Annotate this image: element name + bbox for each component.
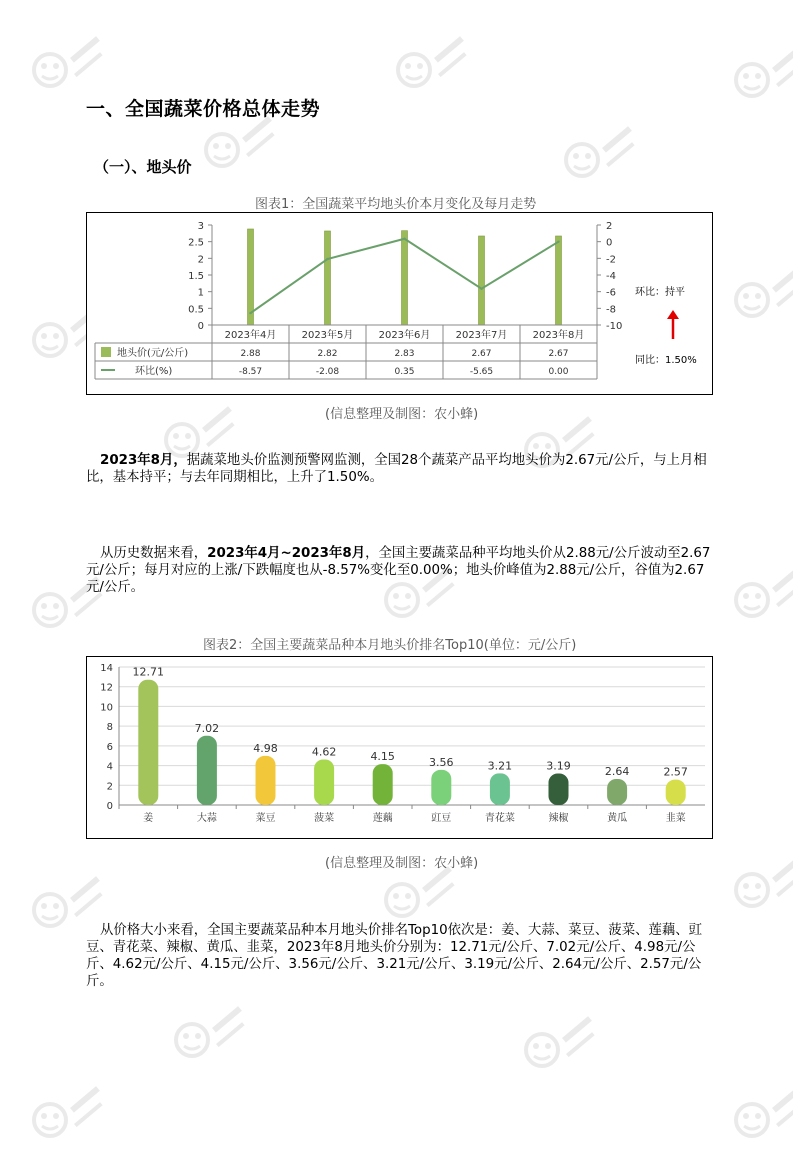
y2-tick-label: -4 xyxy=(606,271,616,282)
table-cell-price: 2.88 xyxy=(240,349,261,359)
table-cell-price: 2.82 xyxy=(317,349,338,359)
bar-value-label: 3.19 xyxy=(546,759,571,773)
y-tick-label: 6 xyxy=(106,741,113,753)
x-category-label: 黄瓜 xyxy=(607,813,628,824)
y-tick-label: 4 xyxy=(106,761,113,773)
watermark-logo xyxy=(730,1080,793,1160)
y2-tick-label: -10 xyxy=(606,321,623,332)
paragraph-1 xyxy=(86,452,711,486)
legend-key-bar xyxy=(101,347,111,357)
table-cell-price: 2.83 xyxy=(394,349,415,359)
bar xyxy=(479,236,485,325)
bar xyxy=(666,780,686,805)
watermark-logo xyxy=(28,1080,108,1160)
bar-value-label: 4.98 xyxy=(253,741,278,755)
y2-tick-label: -6 xyxy=(606,287,616,299)
x-category-label: 莲藕 xyxy=(372,813,393,824)
table-cell-price: 2.67 xyxy=(548,349,569,359)
bar xyxy=(325,231,331,325)
x-category-label: 2023年6月 xyxy=(378,330,431,341)
x-category-label: 菠菜 xyxy=(314,813,335,824)
y-tick-label: 1 xyxy=(197,287,204,299)
watermark-logo xyxy=(170,1000,250,1080)
y-tick-label: 2.5 xyxy=(188,237,204,249)
x-category-label: 韭菜 xyxy=(665,813,686,824)
bar xyxy=(373,764,393,805)
bar-value-label: 4.15 xyxy=(370,750,395,764)
y2-tick-label: -8 xyxy=(606,304,616,316)
side-yoy-label: 同比：1.50% xyxy=(635,355,697,366)
bar-value-label: 7.02 xyxy=(194,721,220,735)
line-point xyxy=(557,240,559,242)
bar-value-label: 3.21 xyxy=(487,759,513,773)
chart1-caption: 图表1：全国蔬菜平均地头价本月变化及每月走势 xyxy=(255,197,537,212)
watermark-logo xyxy=(730,260,793,340)
watermark-logo xyxy=(730,850,793,930)
paragraph-3: 从价格大小来看，全国主要蔬菜品种本月地头价排名Top10依次是：姜、大蒜、菜豆、菠菜、莲藕、豇豆、青花菜、辣椒、黄瓜、韭菜，2023年8月地头价分别为：12.71元/公斤、7.02元/公斤、4.98元/公斤、4.62元/公斤、4.15元/公斤、3.56元/公斤、3.21元/公斤、3.19元/公斤、2.64元/公斤、2.57元/公斤。 xyxy=(86,923,703,989)
table-cell-ratio: 0.00 xyxy=(548,367,569,377)
x-category-label: 2023年4月 xyxy=(224,330,277,341)
y-tick-label: 8 xyxy=(106,722,113,734)
y-tick-label: 3 xyxy=(197,221,204,232)
x-category-label: 2023年7月 xyxy=(455,330,508,341)
side-ring-label-text: 环比： xyxy=(635,287,665,298)
y-tick-label: 12 xyxy=(100,682,113,694)
y2-tick-label: -2 xyxy=(606,254,616,266)
chart2-source: (信息整理及制图：农小蜂) xyxy=(325,856,479,871)
y-tick-label: 10 xyxy=(100,702,113,714)
watermark-logo xyxy=(392,30,472,110)
watermark-logo xyxy=(520,1010,600,1090)
section-title: 一、全国蔬菜价格总体走势 xyxy=(86,98,321,120)
watermark-logo xyxy=(730,560,793,640)
watermark-logo xyxy=(730,40,793,120)
table-cell-ratio: -2.08 xyxy=(315,367,340,377)
paragraph-1-text: 据蔬菜地头价监测预警网监测，全国28个蔬菜产品平均地头价为2.67元/公斤，与上月相比，基本持平；与去年同期相比，上升了1.50%。 xyxy=(86,453,707,485)
bar xyxy=(607,779,627,805)
chart1-svg xyxy=(87,213,712,394)
table-cell-ratio: -8.57 xyxy=(238,367,263,377)
bar xyxy=(549,774,569,805)
table-cell-ratio: -5.65 xyxy=(469,367,494,377)
paragraph-2-text: ，全国主要蔬菜品种平均地头价从2.88元/公斤波动至2.67元/公斤；每月对应的上涨/下跌幅度也从-8.57%变化至0.00%；地头价峰值为2.88元/公斤，谷值为2.67元/公斤。 xyxy=(86,546,711,595)
chart1-frame xyxy=(86,212,713,395)
bar-value-label: 2.57 xyxy=(663,765,688,779)
bar-value-label: 2.64 xyxy=(604,764,630,778)
y-tick-label: 14 xyxy=(100,663,113,674)
line-point xyxy=(249,312,251,314)
bar xyxy=(490,773,510,805)
bar-value-label: 4.62 xyxy=(311,745,337,759)
bar xyxy=(402,231,408,325)
bar-value-label: 3.56 xyxy=(429,755,454,769)
x-category-label: 豇豆 xyxy=(431,813,452,824)
y-tick-label: 2 xyxy=(106,781,113,793)
y-tick-label: 0.5 xyxy=(188,304,204,316)
line-point xyxy=(326,258,328,260)
x-category-label: 青花菜 xyxy=(484,813,515,824)
x-category-label: 姜 xyxy=(143,813,154,824)
subsection-title: （一）、地头价 xyxy=(94,158,192,176)
bar xyxy=(138,680,158,805)
line-point xyxy=(403,238,405,240)
paragraph-2 xyxy=(86,545,711,596)
x-category-label: 2023年5月 xyxy=(301,330,354,341)
y-tick-label: 0 xyxy=(106,801,113,812)
bar xyxy=(556,236,562,325)
bar xyxy=(431,770,451,805)
x-category-label: 菜豆 xyxy=(255,813,276,824)
chart1-source: (信息整理及制图：农小蜂) xyxy=(325,407,479,422)
line-point xyxy=(480,288,482,290)
watermark-logo xyxy=(560,120,640,200)
side-ring-value: 持平 xyxy=(665,287,685,298)
y2-tick-label: 0 xyxy=(606,237,613,249)
chart2-frame xyxy=(86,656,713,839)
chart2-svg xyxy=(87,657,712,838)
table-cell-price: 2.67 xyxy=(471,349,492,359)
bar xyxy=(314,759,334,805)
chart2-caption: 图表2：全国主要蔬菜品种本月地头价排名Top10(单位：元/公斤) xyxy=(203,638,577,653)
legend-label-bar: 地头价(元/公斤) xyxy=(117,348,189,359)
y-tick-label: 1.5 xyxy=(188,271,204,282)
paragraph-1-bold: 2023年8月， xyxy=(100,453,187,468)
y2-tick-label: 2 xyxy=(606,221,613,232)
legend-label-line: 环比(%) xyxy=(135,366,173,377)
up-arrow-icon-head xyxy=(667,310,679,319)
y-tick-label: 0 xyxy=(197,321,204,332)
bar-value-label: 12.71 xyxy=(132,665,165,679)
watermark-logo xyxy=(200,110,280,190)
bar xyxy=(256,756,276,805)
bar xyxy=(197,736,217,805)
x-category-label: 2023年8月 xyxy=(532,330,585,341)
y-tick-label: 2 xyxy=(197,254,204,266)
x-category-label: 辣椒 xyxy=(548,813,569,824)
side-ring-label xyxy=(635,285,685,298)
paragraph-2-pre: 从历史数据来看， xyxy=(100,546,208,561)
paragraph-2-bold: 2023年4月~2023年8月 xyxy=(207,546,366,561)
x-category-label: 大蒜 xyxy=(196,813,217,824)
table-cell-ratio: 0.35 xyxy=(394,367,415,377)
